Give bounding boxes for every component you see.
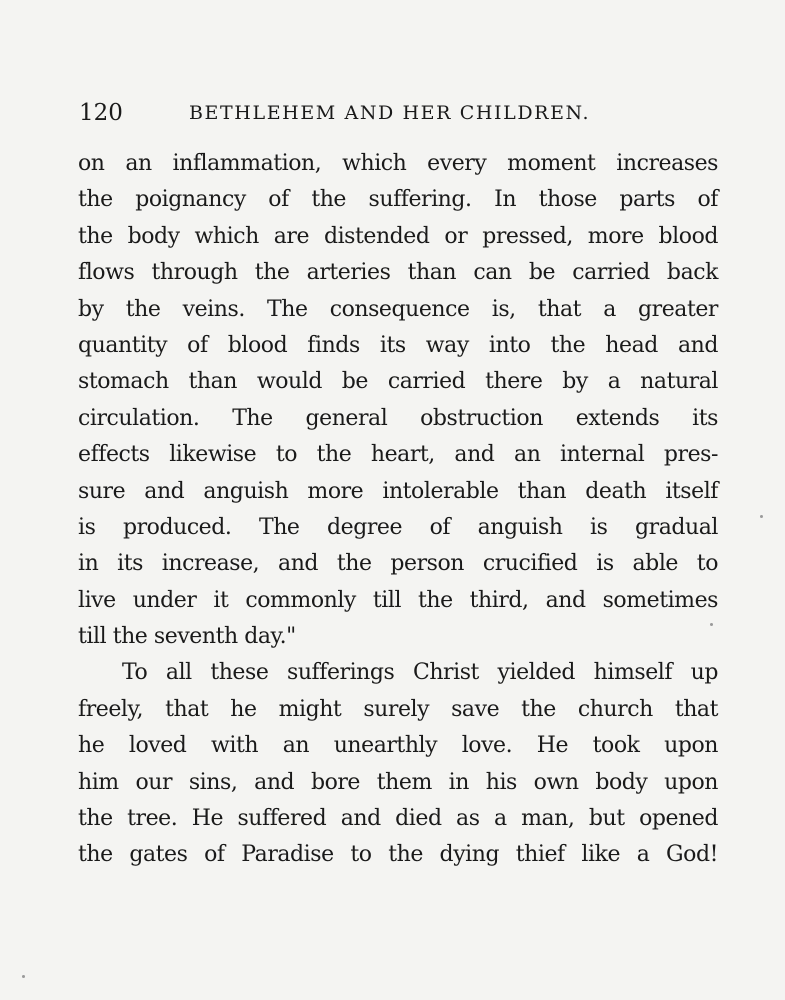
text-line: sure and anguish more intolerable than death itself: [78, 478, 718, 504]
running-title: BETHLEHEM AND HER CHILDREN.: [189, 102, 591, 124]
body-text: [78, 146, 718, 874]
text-line: the tree. He suffered and died as a man, but opened: [78, 806, 718, 832]
text-line: by the veins. The consequence is, that a greater: [78, 296, 718, 322]
text-line: he loved with an unearthly love. He took upon: [78, 733, 718, 759]
paper-speck: [22, 975, 25, 978]
text-line: him our sins, and bore them in his own body upon: [78, 769, 718, 795]
text-line: till the seventh day.": [78, 624, 296, 650]
text-line: stomach than would be carried there by a natural: [78, 369, 718, 395]
text-line: circulation. The general obstruction extends its: [78, 405, 718, 431]
text-line: To all these sufferings Christ yielded himself up: [122, 660, 718, 686]
text-line: the body which are distended or pressed, more blood: [78, 223, 718, 249]
text-line: in its increase, and the person crucified is able to: [78, 551, 718, 577]
text-line: live under it commonly till the third, and sometimes: [78, 587, 718, 613]
text-line: effects likewise to the heart, and an internal pres-: [78, 442, 718, 468]
paragraph-1: [78, 146, 718, 655]
paper-speck: [760, 515, 763, 518]
text-line: is produced. The degree of anguish is gradual: [78, 514, 718, 540]
text-line: freely, that he might surely save the church that: [78, 696, 718, 722]
text-line: quantity of blood finds its way into the head and: [78, 332, 718, 358]
text-line: on an inflammation, which every moment increases: [78, 151, 718, 176]
paragraph-2: [78, 655, 718, 873]
paper-speck: [710, 623, 713, 626]
text-line: the gates of Paradise to the dying thief like a God!: [78, 842, 718, 868]
text-line: the poignancy of the suffering. In those parts of: [78, 187, 718, 213]
page-number: 120: [79, 100, 123, 126]
text-line: flows through the arteries than can be carried back: [78, 260, 718, 286]
page-header: [79, 96, 719, 130]
